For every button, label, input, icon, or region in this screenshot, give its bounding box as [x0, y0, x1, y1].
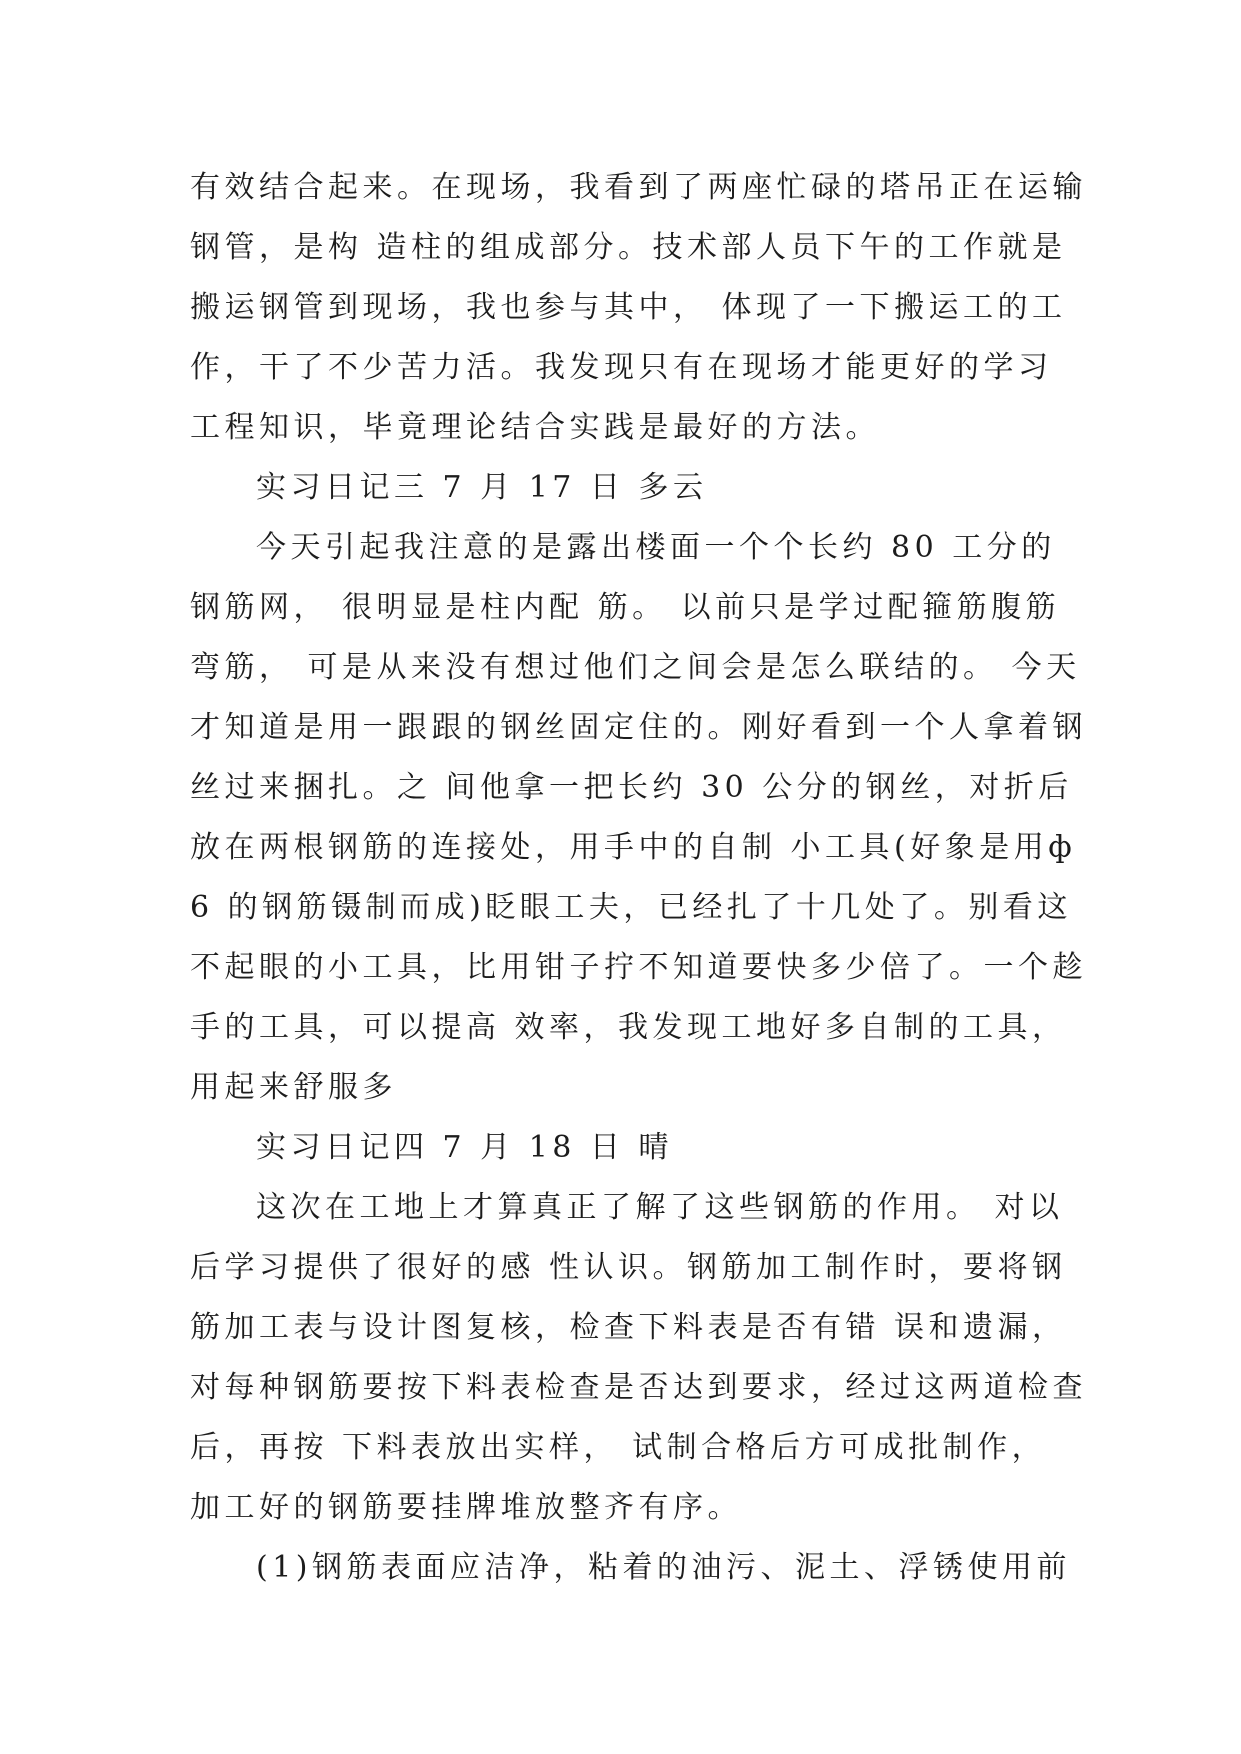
text-line: 弯筋， 可是从来没有想过他们之间会是怎么联结的。 今天 [190, 650, 1081, 685]
text-line: 作，干了不少苦力活。我发现只有在现场才能更好的学习 [190, 350, 1053, 385]
text-line: 手的工具，可以提高 效率，我发现工地好多自制的工具， [190, 1010, 1067, 1045]
text-line: 后，再按 下料表放出实样， 试制合格后方可成批制作， [190, 1430, 1047, 1465]
text-line: 这次在工地上才算真正了解了这些钢筋的作用。 对以 [256, 1190, 1064, 1225]
text-line: 有效结合起来。在现场，我看到了两座忙碌的塔吊正在运输 [190, 170, 1087, 205]
text-line: 6 的钢筋镊制而成)眨眼工夫，已经扎了十几处了。别看这 [190, 890, 1072, 925]
diary-heading: 实习日记三 7 月 17 日 多云 [256, 470, 708, 505]
text-line: 工程知识，毕竟理论结合实践是最好的方法。 [190, 410, 880, 445]
text-line: 筋加工表与设计图复核，检查下料表是否有错 误和遗漏， [190, 1310, 1067, 1345]
text-line: 后学习提供了很好的感 性认识。钢筋加工制作时，要将钢 [190, 1250, 1067, 1285]
text-line: 不起眼的小工具，比用钳子拧不知道要快多少倍了。一个趁 [190, 950, 1087, 985]
text-line: 才知道是用一跟跟的钢丝固定住的。刚好看到一个人拿着钢 [190, 710, 1087, 745]
text-line: 搬运钢管到现场，我也参与其中， 体现了一下搬运工的工 [190, 290, 1067, 325]
text-line: 钢筋网， 很明显是柱内配 筋。 以前只是学过配箍筋腹筋 [190, 590, 1061, 625]
text-line: 钢管，是构 造柱的组成部分。技术部人员下午的工作就是 [190, 230, 1067, 265]
list-item-text: (1)钢筋表面应洁净，粘着的油污、泥土、浮锈使用前 [256, 1550, 1071, 1585]
text-line: 对每种钢筋要按下料表检查是否达到要求，经过这两道检查 [190, 1370, 1087, 1405]
text-line: 今天引起我注意的是露出楼面一个个长约 80 工分的 [256, 530, 1056, 565]
text-line: 丝过来捆扎。之 间他拿一把长约 30 公分的钢丝，对折后 [190, 770, 1073, 805]
text-line: 用起来舒服多 [190, 1070, 397, 1105]
text-line: 加工好的钢筋要挂牌堆放整齐有序。 [190, 1490, 742, 1525]
diary-heading: 实习日记四 7 月 18 日 晴 [256, 1130, 673, 1165]
text-line: 放在两根钢筋的连接处，用手中的自制 小工具(好象是用ф [190, 830, 1077, 865]
